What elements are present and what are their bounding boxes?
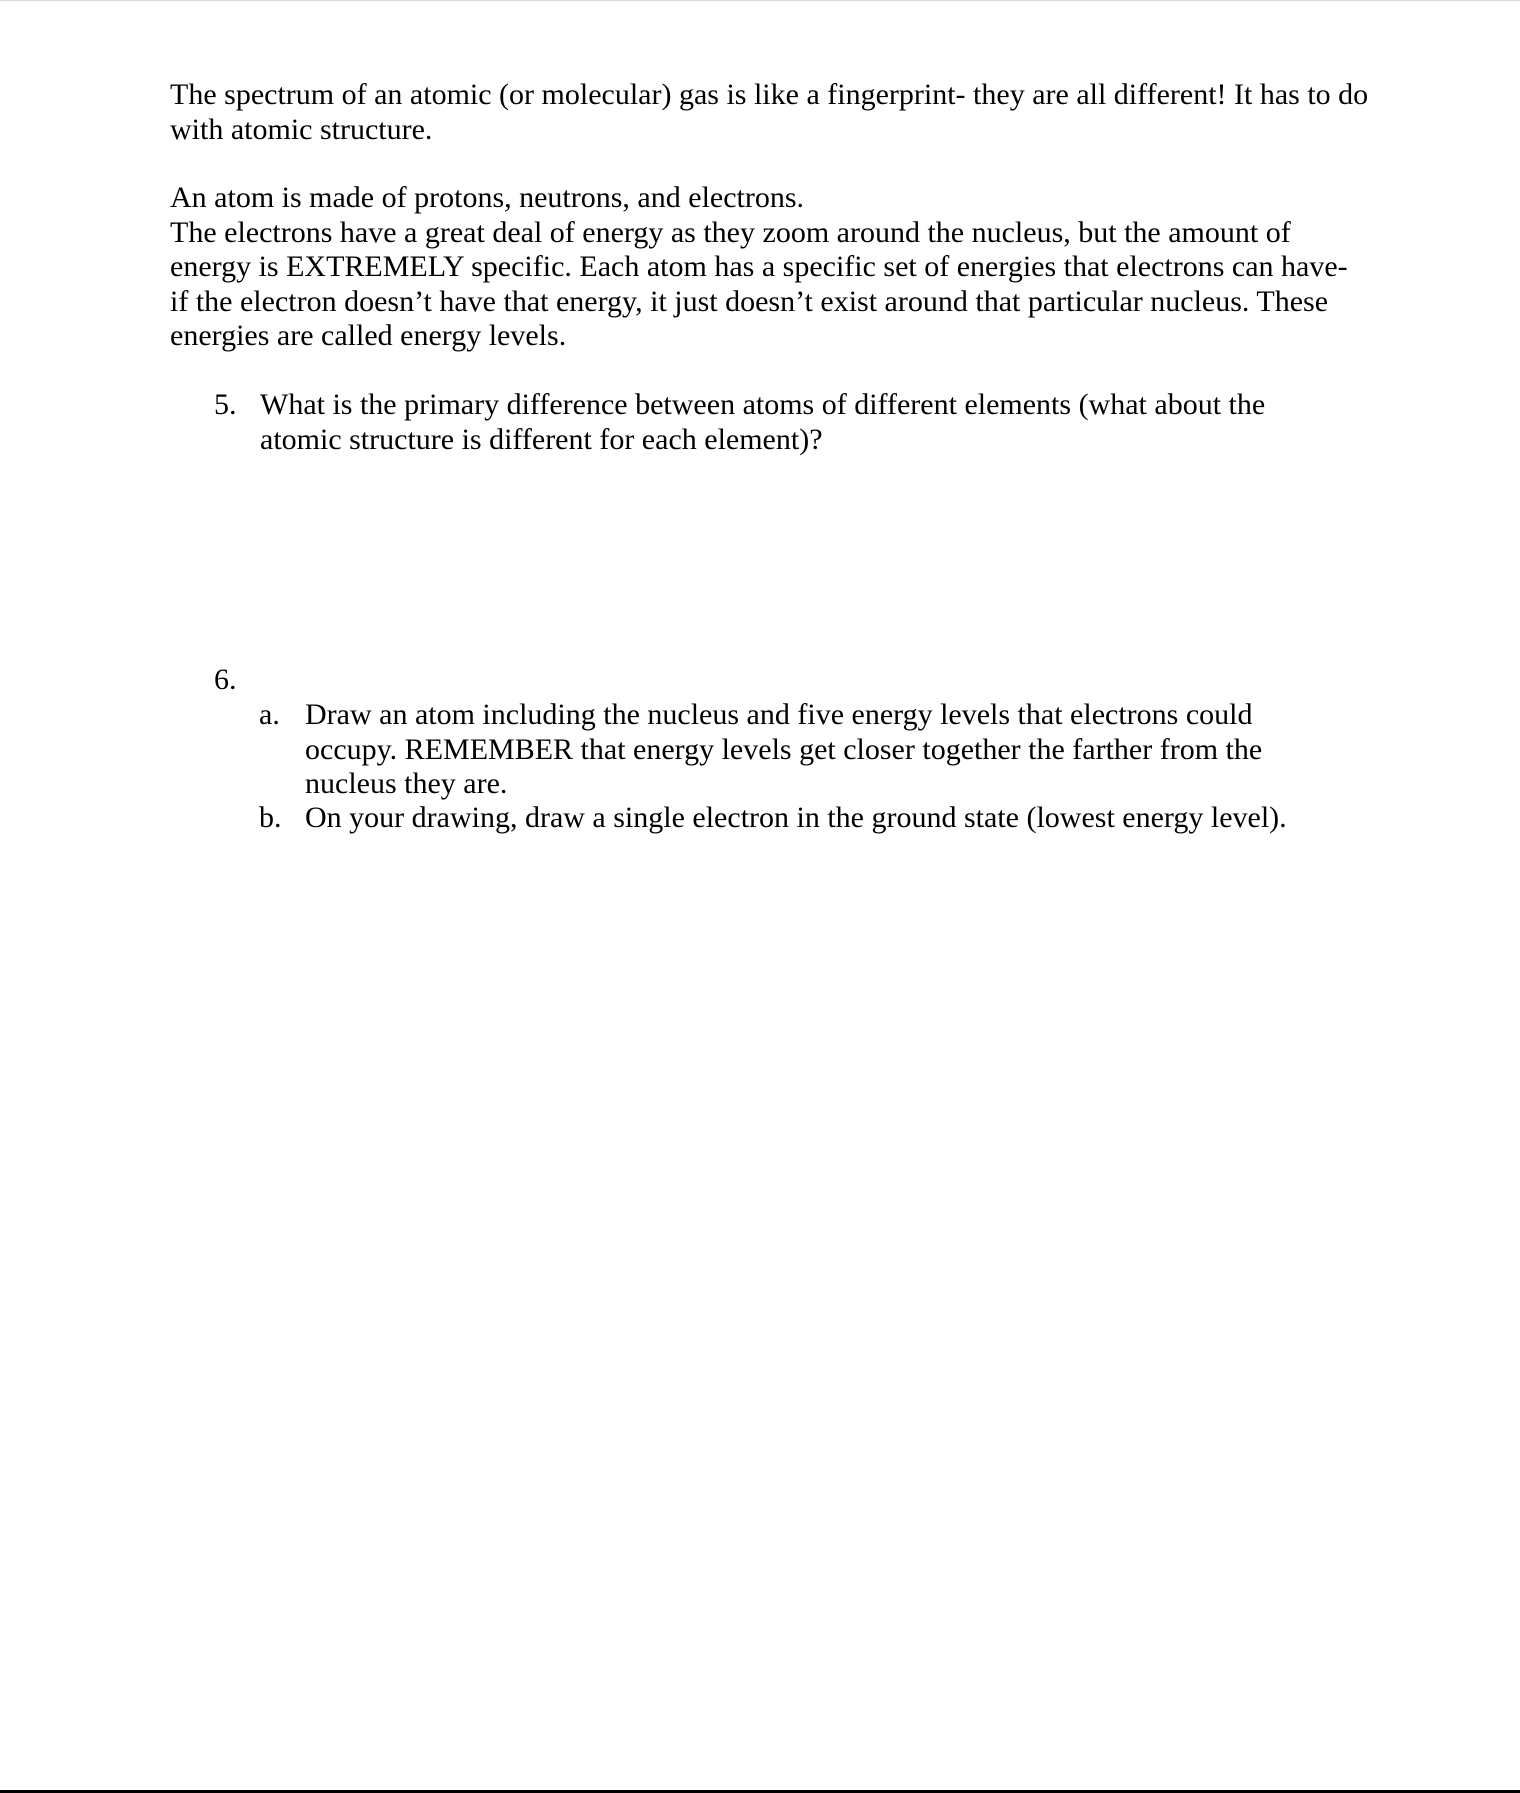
question-6b — [259, 801, 1309, 836]
question-6a-text: Draw an atom including the nucleus and five energy levels that electrons could occupy. REMEMBER that energy levels get closer together the farther from the nucleus they are. — [305, 698, 1263, 800]
intro-paragraph-2-line-2: The electrons have a great deal of energy as they zoom around the nucleus, but the amount of energy is EXTREMELY specific. Each atom has a specific set of energies that electrons can have- if the electron doesn’t have that energy, it just doesn’t exist around that particular nucleus. These energies are called energy levels. — [170, 215, 1348, 352]
question-6-number: 6. — [214, 663, 237, 696]
question-6a — [259, 698, 1309, 802]
question-6a-letter: a. — [259, 698, 280, 731]
intro-paragraph-1: The spectrum of an atomic (or molecular) gas is like a fingerprint- they are all different! It has to do with atomic structure. — [170, 78, 1369, 146]
question-5-text: What is the primary difference between atoms of different elements (what about the atomic structure is different for each element)? — [260, 388, 1266, 456]
question-5-number: 5. — [214, 388, 237, 421]
question-6b-letter: b. — [259, 801, 282, 834]
question-5 — [214, 388, 1334, 457]
question-6b-text: On your drawing, draw a single electron in the ground state (lowest energy level). — [305, 801, 1287, 834]
intro-paragraph-2-line-1: An atom is made of protons, neutrons, and electrons. — [170, 181, 805, 214]
intro-paragraph-2 — [170, 181, 1370, 354]
